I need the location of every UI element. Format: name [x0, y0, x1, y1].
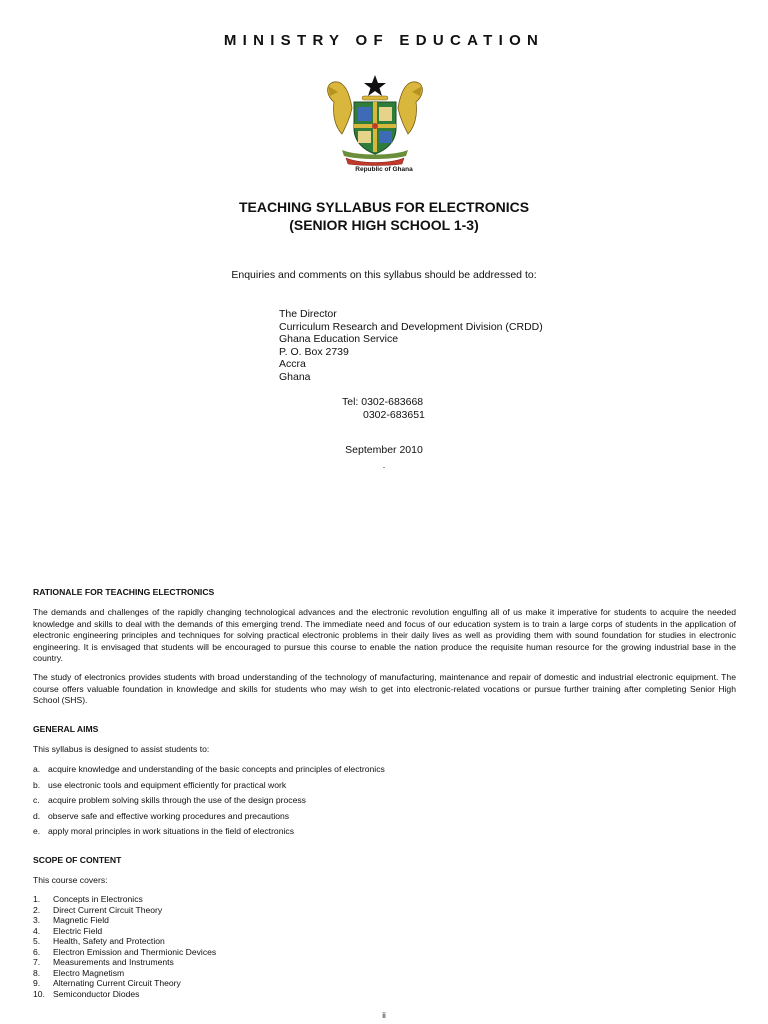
scope-item: 6. Electron Emission and Thermionic Devices — [33, 946, 217, 957]
scope-section — [33, 855, 736, 999]
telephone-1: Tel: 0302-683668 — [342, 396, 424, 408]
general-aims-heading: GENERAL AIMS — [33, 724, 99, 734]
aim-item: d. observe safe and effective working procedures and precautions — [33, 810, 290, 821]
page-number: ii — [382, 1011, 386, 1020]
rationale-section — [33, 587, 736, 707]
scope-intro: This course covers: — [33, 875, 108, 885]
address-line: Accra — [279, 358, 306, 371]
aim-item: b. use electronic tools and equipment efficiently for practical work — [33, 779, 287, 790]
general-aims-list — [33, 764, 736, 837]
rationale-heading: RATIONALE FOR TEACHING ELECTRONICS — [33, 587, 215, 597]
rationale-paragraph-1: The demands and challenges of the rapidly changing technological advances and the electronic revolution engulfing all of us make it imperative for students to acquire the needed knowledge and skills to deal with the demands of this emerging trend. The immediate need and focus of our education system is to train a large corps of students in the application of electronic engineering principles and techniques for solving practical electronic problems in their daily lives as well as providing them with sound foundation for studies in electronic engineering. It is envisaged that students will be encouraged to pursue this course to enable the nation produce the requisite human resource for the growing industrial base in the country. — [33, 607, 736, 664]
scope-item: 1. Concepts in Electronics — [33, 894, 143, 904]
scope-item: 5. Health, Safety and Protection — [33, 936, 165, 946]
scope-item: 9. Alternating Current Circuit Theory — [33, 978, 181, 988]
republic-caption: Republic of Ghana — [355, 166, 413, 173]
rationale-paragraph-2: The study of electronics provides students with broad understanding of the technology of manufacturing, maintenance and repair of domestic and industrial electronic equipment. The course offers valuable foundation in knowledge and skills for students who may wish to get into electronic-related vocations or pursue further training after completing Senior High School (SHS). — [33, 671, 736, 706]
ministry-heading: MINISTRY OF EDUCATION — [223, 32, 545, 49]
scope-item: 8. Electro Magnetism — [33, 967, 125, 978]
publication-date: September 2010 — [345, 444, 423, 456]
title-line-2: (SENIOR HIGH SCHOOL 1-3) — [289, 216, 479, 233]
address-block — [279, 308, 543, 384]
separator-dot: . — [382, 460, 386, 470]
scope-list — [33, 894, 736, 999]
document-title — [0, 199, 768, 234]
address-line: Ghana — [279, 370, 311, 383]
scope-item: 4. Electric Field — [33, 925, 103, 936]
enquiries-text: Enquiries and comments on this syllabus should be addressed to: — [231, 269, 537, 281]
scope-item: 3. Magnetic Field — [33, 915, 109, 925]
scope-item: 2. Direct Current Circuit Theory — [33, 904, 163, 915]
aim-item: c. acquire problem solving skills through the use of the design process — [33, 795, 306, 805]
address-line: P. O. Box 2739 — [279, 345, 349, 358]
telephone-block — [342, 396, 425, 421]
address-line: Curriculum Research and Development Division (CRDD) — [279, 320, 543, 333]
scope-item: 10. Semiconductor Diodes — [33, 988, 140, 999]
scope-item: 7. Measurements and Instruments — [33, 957, 174, 967]
title-line-1: TEACHING SYLLABUS FOR ELECTRONICS — [238, 199, 530, 215]
general-aims-intro: This syllabus is designed to assist students to: — [33, 744, 210, 754]
scope-heading: SCOPE OF CONTENT — [33, 855, 122, 865]
aim-item: a. acquire knowledge and understanding of the basic concepts and principles of electronics — [33, 764, 385, 774]
coat-of-arms-emblem — [320, 72, 430, 166]
address-line: The Director — [279, 308, 337, 320]
address-line: Ghana Education Service — [279, 333, 399, 346]
general-aims-section — [33, 724, 736, 837]
aim-item: e. apply moral principles in work situations in the field of electronics — [33, 826, 294, 836]
telephone-2: 0302-683651 — [363, 408, 425, 421]
